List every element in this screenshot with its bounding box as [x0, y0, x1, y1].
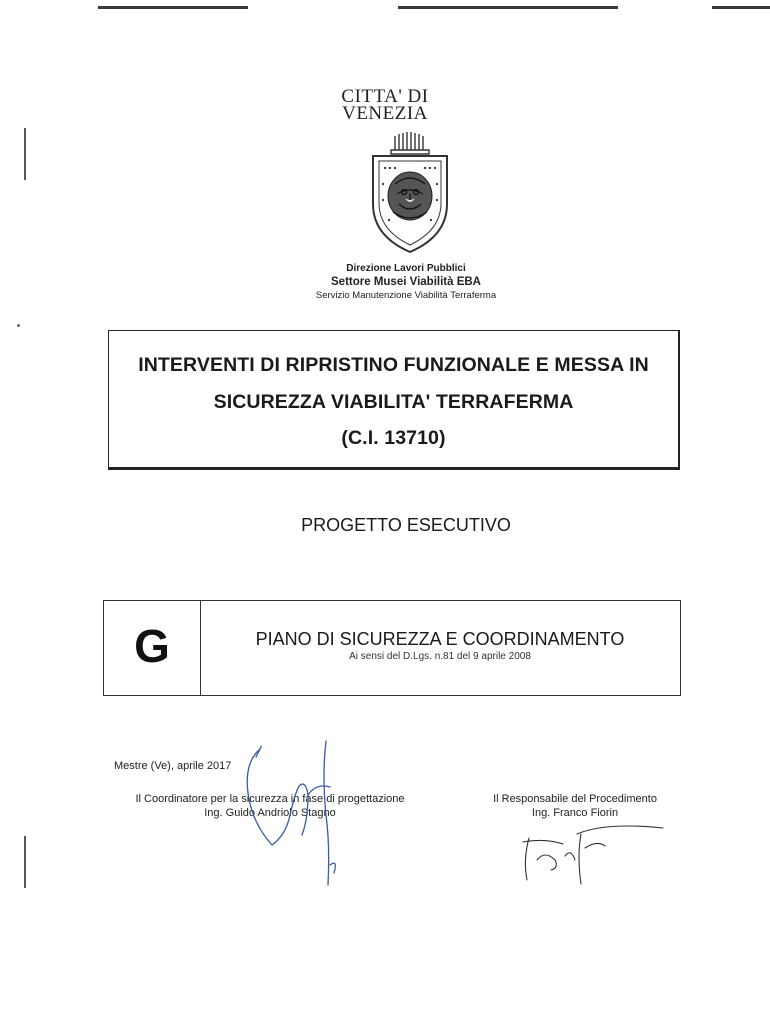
project-title-line2: SICUREZZA VIABILITA' TERRAFERMA — [213, 391, 574, 413]
document-title: PIANO DI SICUREZZA E COORDINAMENTO — [255, 629, 625, 649]
office-service: Servizio Manutenzione Viabilità Terraferma — [315, 290, 497, 301]
project-phase: PROGETTO ESECUTIVO — [301, 515, 511, 535]
scan-speck — [17, 324, 20, 327]
document-code: G — [134, 620, 170, 672]
office-sector: Settore Musei Viabilità EBA — [331, 276, 481, 288]
margin-mark-top — [24, 128, 26, 180]
office-directorate: Direzione Lavori Pubblici — [346, 263, 466, 274]
procedure-manager-role: Il Responsabile del Procedimento — [493, 793, 657, 805]
scan-edge-line-right — [712, 6, 770, 9]
city-name — [0, 88, 770, 122]
project-title-box — [108, 330, 680, 470]
venice-lion-crest-icon — [365, 124, 455, 254]
procedure-manager-name: Ing. Franco Fiorin — [531, 807, 619, 819]
procedure-manager-signature — [515, 820, 685, 890]
scan-edge-line-left — [98, 6, 248, 9]
safety-coordinator-role: Il Coordinatore per la sicurezza in fase di progettazione — [135, 793, 405, 805]
project-title-line1: INTERVENTI DI RIPRISTINO FUNZIONALE E MESSA IN — [138, 354, 649, 376]
city-name-line2: VENEZIA — [342, 103, 428, 124]
project-code: (C.I. 13710) — [341, 427, 446, 449]
document-box-divider — [200, 601, 201, 695]
scan-edge-line-center — [398, 6, 618, 9]
margin-mark-bottom — [24, 836, 26, 888]
place-date: Mestre (Ve), aprile 2017 — [114, 760, 232, 772]
safety-coordinator-name: Ing. Guido Andriolo Stagno — [204, 807, 336, 819]
safety-coordinator-signature — [230, 735, 370, 895]
document-box — [103, 600, 681, 696]
city-name-line1: CITTA' DI — [341, 86, 429, 107]
document-subtitle: Ai sensi del D.Lgs. n.81 del 9 aprile 2008 — [349, 651, 531, 662]
